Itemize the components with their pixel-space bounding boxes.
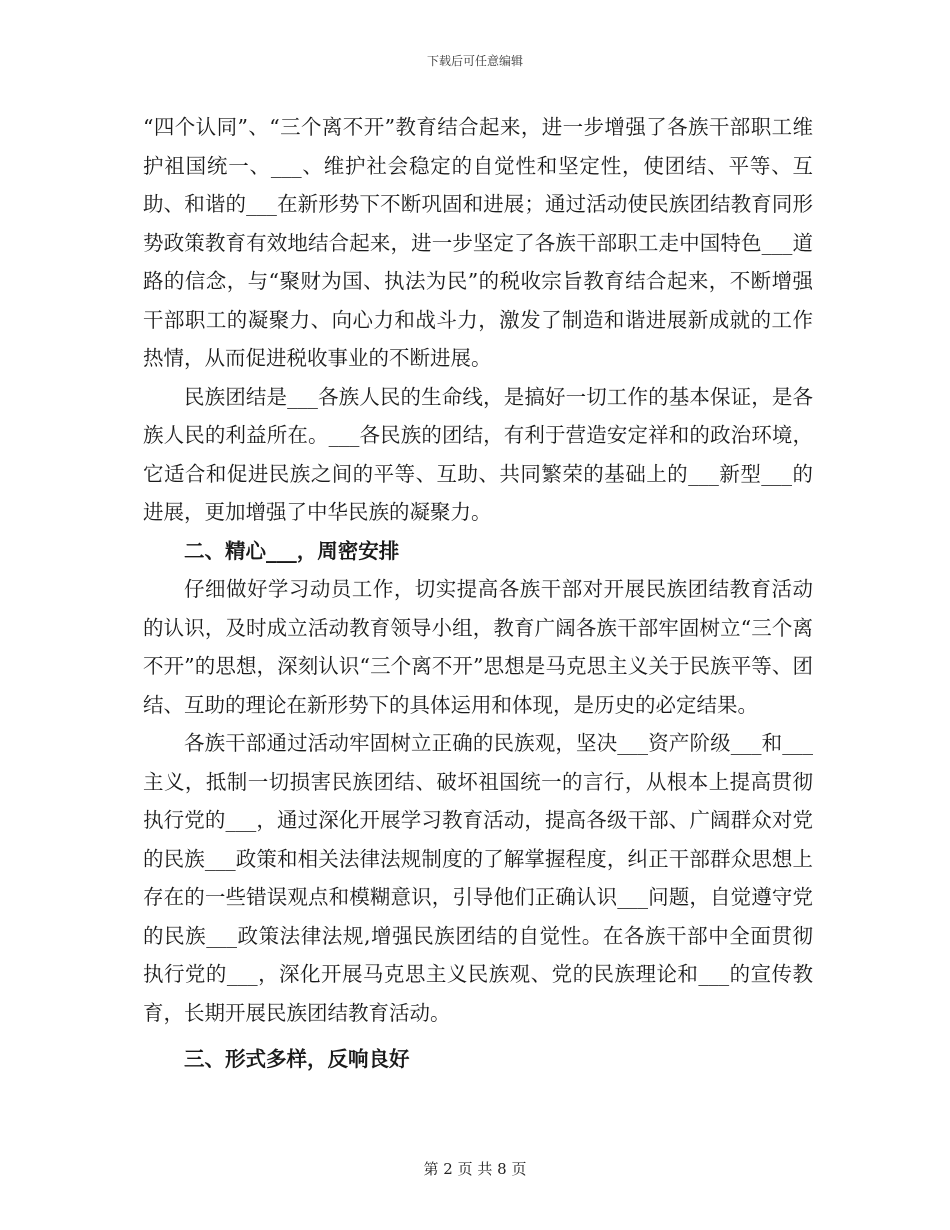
- page-header: 下载后可任意编辑: [426, 54, 523, 68]
- paragraph-mobilization: 仔细做好学习动员工作，切实提高各族干部对开展民族团结教育活动的认识，及时成立活动教育领导小组，教育广阔各族干部牢固树立“三个离不开”的思想，深刻认识“三个离不开”思想是马克思主义关于民族平等、团结、互助的理论在新形势下的具体运用和体现，是历史的必定结果。: [143, 577, 813, 717]
- section-heading-2: 二、精心___，周密安排: [184, 538, 400, 563]
- page-footer: 第 2 页 共 8 页: [423, 1160, 527, 1178]
- document-body: [143, 108, 813, 1079]
- paragraph-continued: “四个认同”、“三个离不开”教育结合起来，进一步增强了各族干部职工维护祖国统一、___、维护社会稳定的自觉性和坚定性，使团结、平等、互助、和谐的___在新形势下不断巩固和进展；通过活动使民族团结教育同形势政策教育有效地结合起来，进一步坚定了各族干部职工走中国特色___道路的信念，与“聚财为国、执法为民”的税收宗旨教育结合起来，不断增强干部职工的凝聚力、向心力和战斗力，激发了制造和谐进展新成就的工作热情，从而促进税收事业的不断进展。: [143, 115, 813, 370]
- paragraph-ethnic-unity: 民族团结是___各族人民的生命线，是搞好一切工作的基本保证，是各族人民的利益所在。___各民族的团结，有利于营造安定祥和的政治环境，它适合和促进民族之间的平等、互助、共同繁荣的基础上的___新型___的进展，更加增强了中华民族的凝聚力。: [143, 384, 813, 524]
- section-heading-3: 三、形式多样，反响良好: [184, 1047, 410, 1071]
- paragraph-ethnic-view: 各族干部通过活动牢固树立正确的民族观，坚决___资产阶级___和___主义，抵制一切损害民族团结、破坏祖国统一的言行，从根本上提高贯彻执行党的___，通过深化开展学习教育活动，提高各级干部、广阔群众对党的民族___政策和相关法律法规制度的了解掌握程度，纠正干部群众思想上存在的一些错误观点和模糊意识，引导他们正确认识___问题，自觉遵守党的民族___政策法律法规,增强民族团结的自觉性。在各族干部中全面贯彻执行党的___，深化开展马克思主义民族观、党的民族理论和___的宣传教育，长期开展民族团结教育活动。: [143, 731, 813, 1025]
